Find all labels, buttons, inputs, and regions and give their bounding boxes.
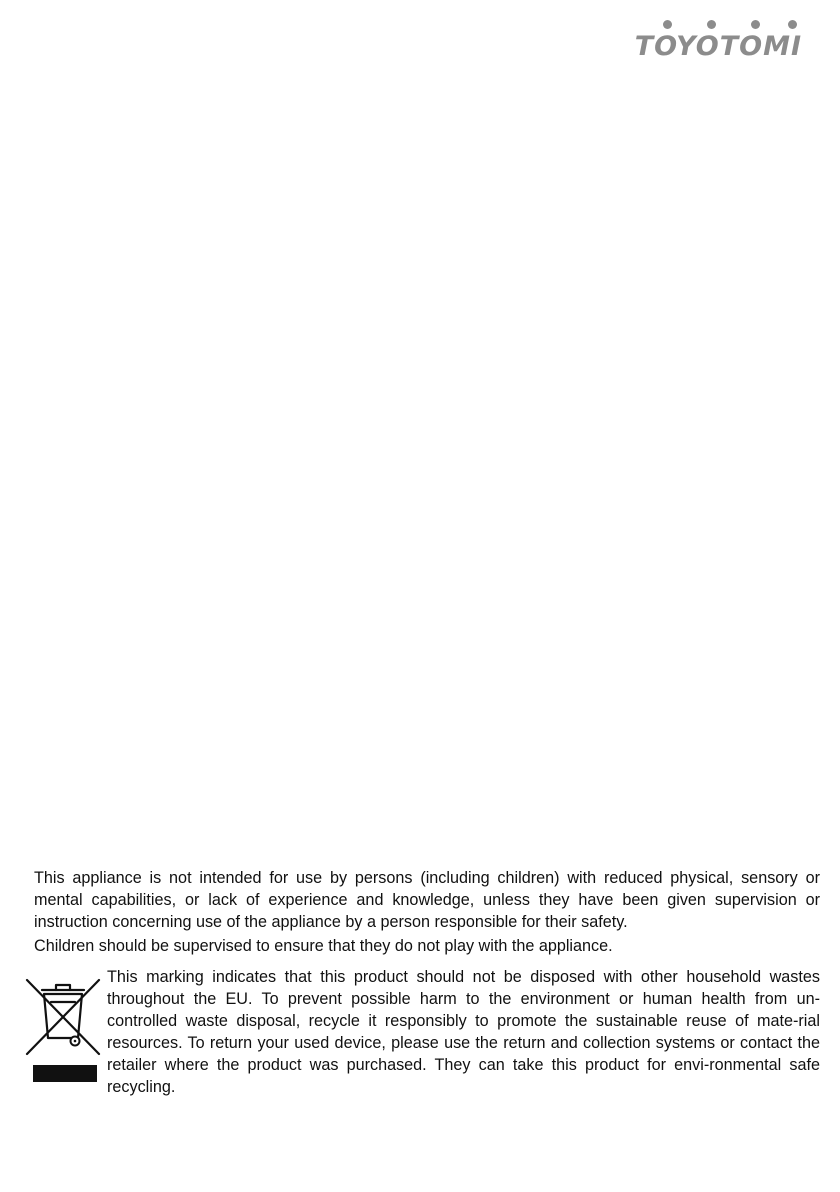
brand-dot [751,20,760,29]
safety-notice-paragraph: This appliance is not intended for use by persons (including children) with reduced physical, sensory or mental capabilities, or lack of experience and knowledge, unless they have been given supervision or instruction concerning use of the appliance by a person responsible for their safety. [34,869,820,931]
weee-notice [24,966,820,1096]
brand-logo [634,20,802,64]
children-supervision-paragraph: Children should be supervised to ensure that they do not play with the appliance. [34,937,613,955]
crossed-out-wheelie-bin-icon [24,970,104,1082]
brand-dot [788,20,797,29]
safety-notice [34,867,820,957]
brand-logo-dots [634,20,802,30]
brand-dot [707,20,716,29]
weee-notice-text: This marking indicates that this product should not be disposed with other household wastes throughout the EU. To prevent possible harm to the environment or human health from un-controlled waste disposal, recycle it responsibly to promote the sustainable reuse of mate-rial resources. To return your used device, please use the return and collection systems or contact the retailer where the product was purchased. They can take this product for envi-ronmental safe recycling. [107,968,820,1096]
brand-dot [663,20,672,29]
brand-name: TOYOTOMI [634,31,802,62]
